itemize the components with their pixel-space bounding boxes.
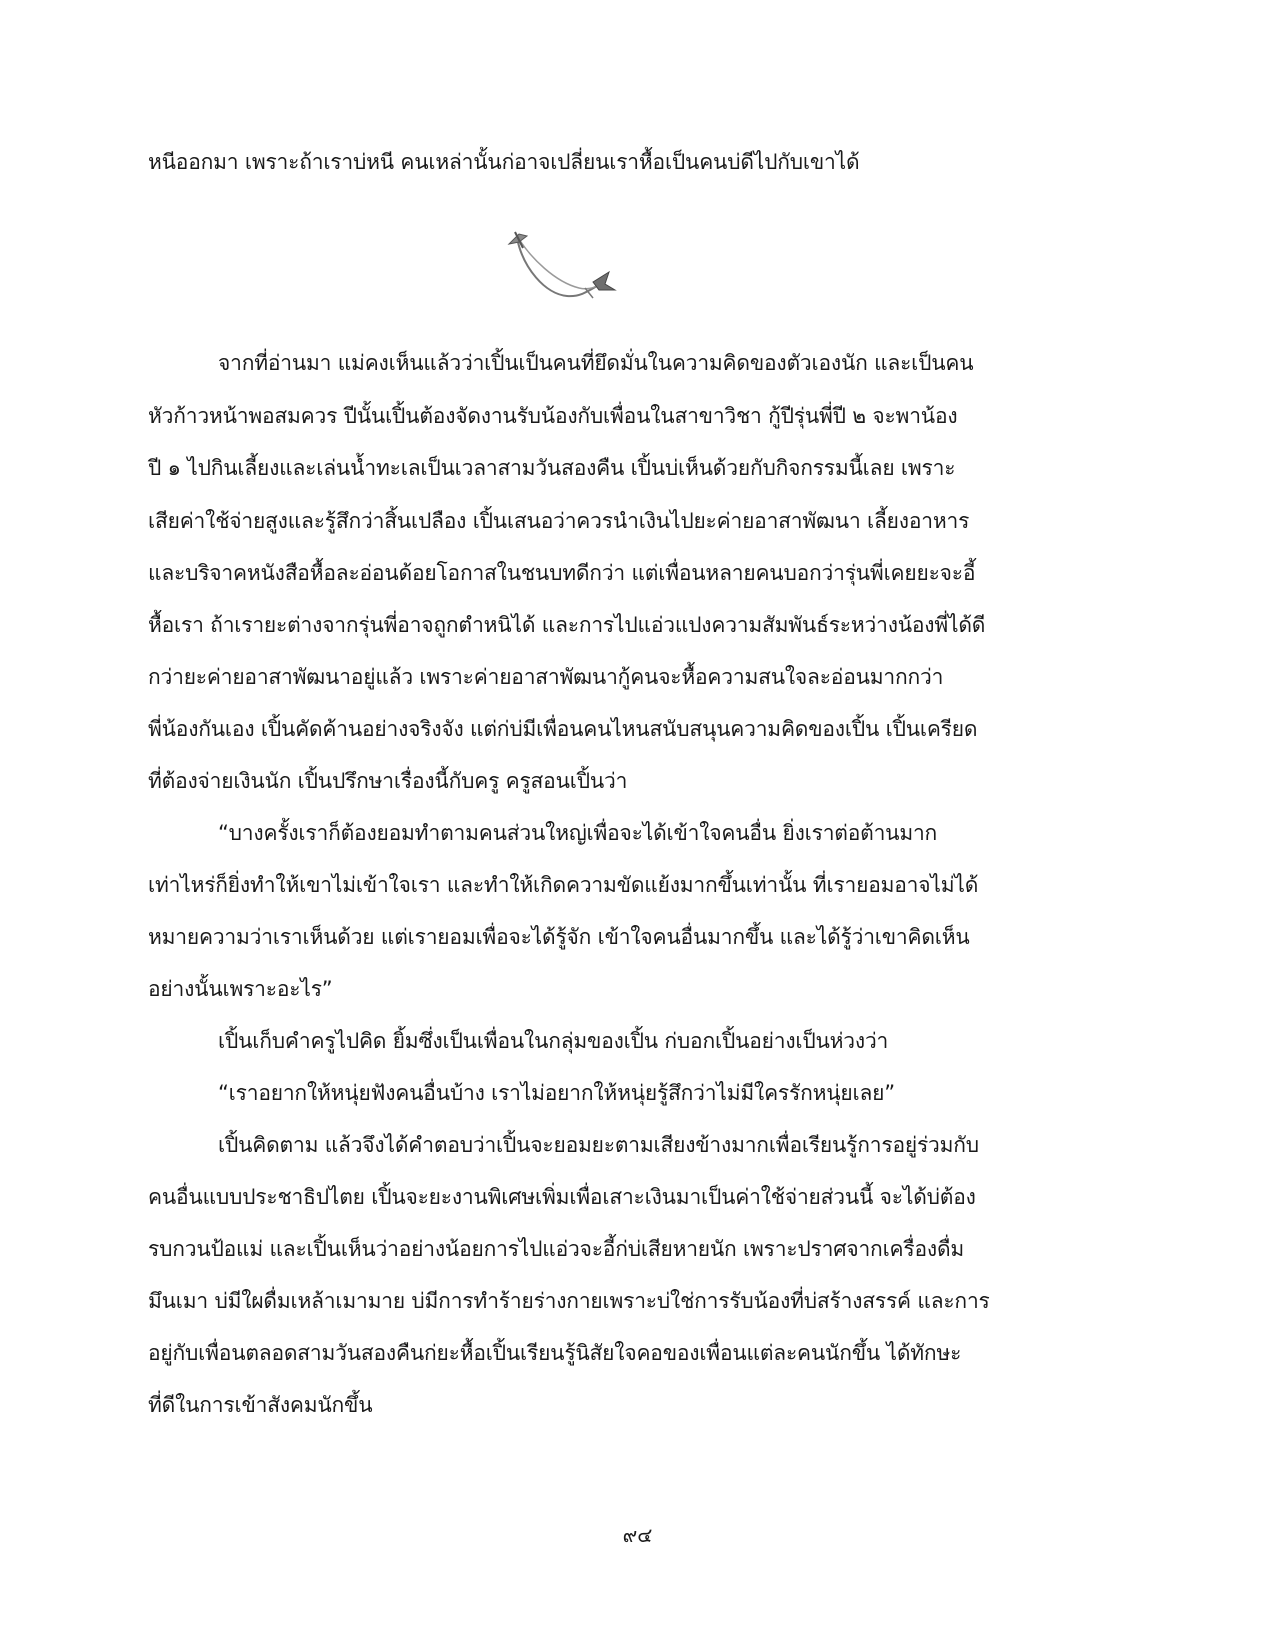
text-line: หื้อเรา ถ้าเรายะต่างจากรุ่นพี่อาจถูกตำหนิได้ และการไปแอ่วแปงความสัมพันธ์ระหว่างน้องพี่ได้ดี bbox=[148, 613, 986, 637]
quote-line: “บางครั้งเราก็ต้องยอมทำตามคนส่วนใหญ่เพื่อจะได้เข้าใจคนอื่น ยิ่งเราต่อต้านมาก bbox=[218, 821, 938, 845]
text-line: กว่ายะค่ายอาสาพัฒนาอยู่แล้ว เพราะค่ายอาสาพัฒนากู้คนจะหื้อความสนใจละอ่อนมากกว่า bbox=[148, 665, 944, 689]
text-line: คนอื่นแบบประชาธิปไตย เปิ้นจะยะงานพิเศษเพิ่มเพื่อเสาะเงินมาเป็นค่าใช้จ่ายส่วนนี้ จะได้บ่ต้อง bbox=[148, 1185, 976, 1209]
text-line: เปิ้นคิดตาม แล้วจึงได้คำตอบว่าเปิ้นจะยอมยะตามเสียงข้างมากเพื่อเรียนรู้การอยู่ร่วมกับ bbox=[218, 1133, 979, 1157]
arrow-ornament-icon bbox=[505, 228, 635, 316]
text-line: ที่ต้องจ่ายเงินนัก เปิ้นปรึกษาเรื่องนี้กับครู ครูสอนเปิ้นว่า bbox=[148, 769, 628, 793]
text-line: พี่น้องกันเอง เปิ้นคัดค้านอย่างจริงจัง แต่ก่บ่มีเพื่อนคนไหนสนับสนุนความคิดของเปิ้น เปิ้นเครียด bbox=[148, 717, 978, 741]
quote-line: เท่าไหร่ก็ยิ่งทำให้เขาไม่เข้าใจเรา และทำให้เกิดความขัดแย้งมากขึ้นเท่านั้น ที่เรายอมอาจไม่ได้ bbox=[148, 873, 979, 897]
text-line: และบริจาคหนังสือหื้อละอ่อนด้อยโอกาสในชนบทดีกว่า แต่เพื่อนหลายคนบอกว่ารุ่นพี่เคยยะจะอี้ bbox=[148, 561, 976, 585]
page-number: ๙๔ bbox=[622, 1523, 653, 1547]
text-line: เปิ้นเก็บคำครูไปคิด ยิ้มซึ่งเป็นเพื่อนในกลุ่มของเปิ้น ก่บอกเปิ้นอย่างเป็นห่วงว่า bbox=[218, 1029, 889, 1053]
opening-line: หนีออกมา เพราะถ้าเราบ่หนี คนเหล่านั้นก่อาจเปลี่ยนเราหื้อเป็นคนบ่ดีไปกับเขาได้ bbox=[148, 150, 860, 174]
quote-line: อย่างนั้นเพราะอะไร” bbox=[148, 977, 333, 1001]
text-line: ที่ดีในการเข้าสังคมนักขึ้น bbox=[148, 1393, 373, 1417]
text-line: อยู่กับเพื่อนตลอดสามวันสองคืนก่ยะหื้อเปิ้นเรียนรู้นิสัยใจคอของเพื่อนแต่ละคนนักขึ้น ได้ทักษะ bbox=[148, 1341, 962, 1365]
text-line: ปี ๑ ไปกินเลี้ยงและเล่นน้ำทะเลเป็นเวลาสามวันสองคืน เปิ้นบ่เห็นด้วยกับกิจกรรมนี้เลย เพราะ bbox=[148, 456, 956, 480]
text-line: รบกวนป้อแม่ และเปิ้นเห็นว่าอย่างน้อยการไปแอ่วจะอี้ก่บ่เสียหายนัก เพราะปราศจากเครื่องดื่ม bbox=[148, 1237, 965, 1261]
text-line: มึนเมา บ่มีใผดื่มเหล้าเมามาย บ่มีการทำร้ายร่างกายเพราะบ่ใช่การรับน้องที่บ่สร้างสรรค์ และการ bbox=[148, 1289, 990, 1313]
text-line: เสียค่าใช้จ่ายสูงและรู้สึกว่าสิ้นเปลือง เปิ้นเสนอว่าควรนำเงินไปยะค่ายอาสาพัฒนา เลี้ยงอาหาร bbox=[148, 509, 970, 533]
quote-line: “เราอยากให้หนุ่ยฟังคนอื่นบ้าง เราไม่อยากให้หนุ่ยรู้สึกว่าไม่มีใครรักหนุ่ยเลย” bbox=[218, 1081, 895, 1105]
text-line: จากที่อ่านมา แม่คงเห็นแล้วว่าเปิ้นเป็นคนที่ยึดมั่นในความคิดของตัวเองนัก และเป็นคน bbox=[218, 351, 974, 375]
text-line: หัวก้าวหน้าพอสมควร ปีนั้นเปิ้นต้องจัดงานรับน้องกับเพื่อนในสาขาวิชา กู้ปีรุ่นพี่ปี ๒ จะพาน้อง bbox=[148, 404, 958, 428]
quote-line: หมายความว่าเราเห็นด้วย แต่เรายอมเพื่อจะได้รู้จัก เข้าใจคนอื่นมากขึ้น และได้รู้ว่าเขาคิดเห็น bbox=[148, 925, 970, 949]
